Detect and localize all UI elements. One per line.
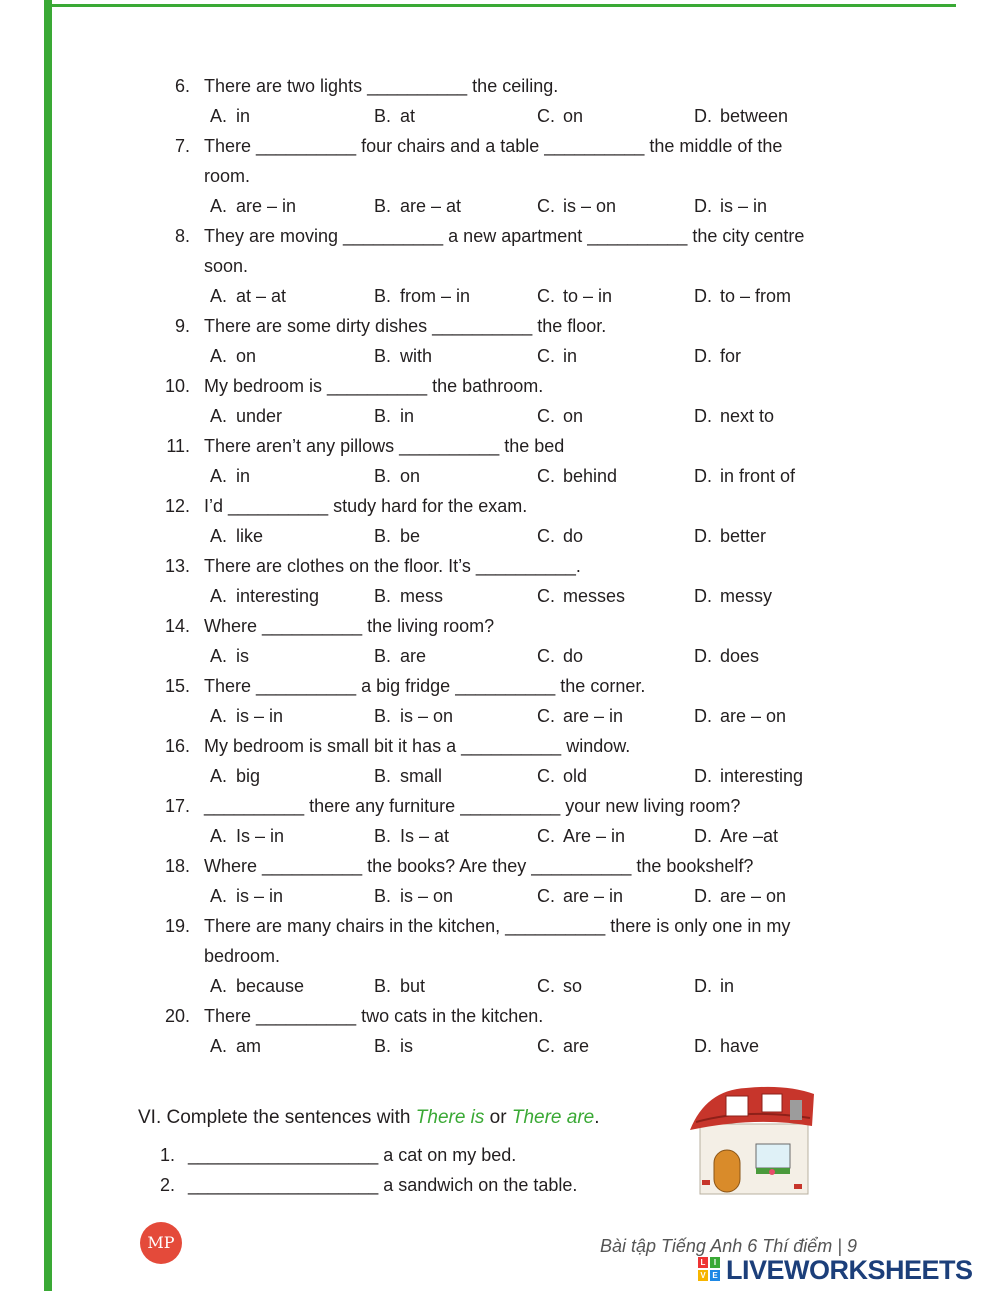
answer-option[interactable] <box>210 101 250 131</box>
option-letter: B. <box>374 766 392 786</box>
option-letter: A. <box>210 886 228 906</box>
answer-option[interactable] <box>537 761 587 791</box>
answer-option[interactable] <box>374 581 443 611</box>
exercise-item <box>160 1140 516 1170</box>
option-text: are – in <box>563 886 624 906</box>
option-text: are <box>400 646 427 666</box>
answer-options <box>210 761 910 791</box>
option-letter: C. <box>537 1036 555 1056</box>
answer-option[interactable] <box>537 461 617 491</box>
option-text: at <box>400 106 416 126</box>
option-text: on <box>236 346 257 366</box>
question-text: There are two lights __________ the ceiling. <box>204 76 559 96</box>
option-text: are – on <box>720 706 787 726</box>
answer-options <box>210 821 910 851</box>
option-text: Is – in <box>236 826 285 846</box>
option-letter: C. <box>537 526 555 546</box>
publisher-logo: MP <box>140 1222 182 1264</box>
question-text: __________ there any furniture __________ your new living room? <box>204 796 741 816</box>
question-text: There __________ four chairs and a table __________ the middle of the <box>204 136 783 156</box>
answer-option[interactable] <box>694 191 767 221</box>
page-border-left <box>44 0 52 1291</box>
option-text: Are –at <box>720 826 779 846</box>
option-text: messes <box>563 586 626 606</box>
exercise-number: 1. <box>160 1145 176 1165</box>
option-text: do <box>563 526 584 546</box>
question-number: 7. <box>174 136 190 156</box>
option-text: is – on <box>563 196 617 216</box>
question-text-continued: soon. <box>204 256 249 276</box>
option-text: is – on <box>400 886 454 906</box>
answer-option[interactable] <box>210 461 250 491</box>
option-letter: B. <box>374 286 392 306</box>
answer-option[interactable] <box>537 521 583 551</box>
option-letter: B. <box>374 826 392 846</box>
answer-option[interactable] <box>694 971 734 1001</box>
answer-option[interactable] <box>694 341 741 371</box>
answer-option[interactable] <box>537 881 623 911</box>
option-letter: B. <box>374 1036 392 1056</box>
option-letter: C. <box>537 826 555 846</box>
option-letter: B. <box>374 976 392 996</box>
answer-option[interactable] <box>374 401 414 431</box>
answer-options <box>210 581 910 611</box>
option-text: have <box>720 1036 760 1056</box>
answer-options <box>210 341 910 371</box>
option-letter: A. <box>210 646 228 666</box>
answer-option[interactable] <box>374 761 442 791</box>
question-text: My bedroom is small bit it has a __________ window. <box>204 736 631 756</box>
option-letter: A. <box>210 586 228 606</box>
question-text: There are many chairs in the kitchen, __________ there is only one in my <box>204 916 791 936</box>
option-letter: D. <box>694 466 712 486</box>
option-text: small <box>400 766 443 786</box>
option-text: in <box>236 106 251 126</box>
answer-options <box>210 701 910 731</box>
answer-option[interactable] <box>694 881 786 911</box>
answer-option[interactable] <box>694 401 774 431</box>
answer-options <box>210 1031 910 1061</box>
option-letter: C. <box>537 586 555 606</box>
option-letter: D. <box>694 1036 712 1056</box>
question-text: My bedroom is __________ the bathroom. <box>204 376 544 396</box>
answer-option[interactable] <box>210 581 319 611</box>
answer-option[interactable] <box>694 581 772 611</box>
answer-option[interactable] <box>210 341 256 371</box>
option-letter: B. <box>374 196 392 216</box>
question-number: 14. <box>164 616 190 636</box>
option-letter: D. <box>694 526 712 546</box>
exercise-number: 2. <box>160 1175 176 1195</box>
answer-option[interactable] <box>537 971 582 1001</box>
answer-option[interactable] <box>210 191 296 221</box>
answer-option[interactable] <box>210 971 304 1001</box>
option-letter: D. <box>694 196 712 216</box>
question-number: 8. <box>174 226 190 246</box>
answer-options <box>210 521 910 551</box>
answer-option[interactable] <box>210 401 282 431</box>
answer-option[interactable] <box>537 641 583 671</box>
answer-option[interactable] <box>210 701 283 731</box>
question-number: 17. <box>164 796 190 816</box>
option-letter: B. <box>374 646 392 666</box>
option-letter: A. <box>210 286 228 306</box>
option-letter: D. <box>694 646 712 666</box>
option-text: are – in <box>563 706 624 726</box>
option-letter: C. <box>537 466 555 486</box>
option-text: so <box>563 976 583 996</box>
answer-options <box>210 191 910 221</box>
answer-option[interactable] <box>374 1031 413 1061</box>
answer-option[interactable] <box>210 821 284 851</box>
option-text: behind <box>563 466 618 486</box>
page-footer: Bài tập Tiếng Anh 6 Thí điểm | 9 <box>600 1236 857 1256</box>
option-letter: B. <box>374 586 392 606</box>
option-letter: A. <box>210 466 228 486</box>
answer-option[interactable] <box>694 1031 759 1061</box>
option-text: for <box>720 346 742 366</box>
option-text: because <box>236 976 305 996</box>
answer-option[interactable] <box>694 761 803 791</box>
page-border-top <box>44 4 956 7</box>
exercise-text[interactable]: ___________________ a cat on my bed. <box>188 1145 517 1165</box>
there-is-phrase: There is <box>415 1107 485 1128</box>
question-text-continued: bedroom. <box>204 946 281 966</box>
option-text: next to <box>720 406 775 426</box>
option-letter: C. <box>537 406 555 426</box>
answer-options <box>210 641 910 671</box>
answer-option[interactable] <box>374 191 461 221</box>
section-heading-text: VI. Complete the sentences with <box>138 1107 416 1128</box>
house-illustration <box>686 1080 821 1202</box>
option-text: be <box>400 526 421 546</box>
option-text: in <box>563 346 578 366</box>
option-text: does <box>720 646 760 666</box>
option-letter: D. <box>694 406 712 426</box>
option-letter: D. <box>694 976 712 996</box>
answer-option[interactable] <box>694 821 778 851</box>
option-text: interesting <box>236 586 320 606</box>
option-text: Are – in <box>563 826 626 846</box>
option-text: messy <box>720 586 773 606</box>
option-text: mess <box>400 586 444 606</box>
answer-options <box>210 971 910 1001</box>
option-text: is <box>236 646 249 666</box>
option-letter: C. <box>537 886 555 906</box>
exercise-text[interactable]: ___________________ a sandwich on the table. <box>188 1175 578 1195</box>
answer-option[interactable] <box>374 101 415 131</box>
answer-options <box>210 281 910 311</box>
question-text: There __________ two cats in the kitchen. <box>204 1006 544 1026</box>
option-text: better <box>720 526 767 546</box>
option-letter: D. <box>694 346 712 366</box>
option-letter: A. <box>210 406 228 426</box>
answer-option[interactable] <box>210 761 260 791</box>
answer-option[interactable] <box>694 101 788 131</box>
question-number: 16. <box>164 736 190 756</box>
answer-option[interactable] <box>374 461 420 491</box>
brand-icon: L I V E <box>698 1257 722 1283</box>
question-number: 6. <box>174 76 190 96</box>
answer-option[interactable] <box>694 521 766 551</box>
option-letter: A. <box>210 106 228 126</box>
or-word: or <box>484 1107 512 1128</box>
option-text: are – on <box>720 886 787 906</box>
option-text: but <box>400 976 426 996</box>
heading-period: . <box>594 1107 600 1128</box>
answer-options <box>210 461 910 491</box>
question-text: Where __________ the living room? <box>204 616 495 636</box>
answer-options <box>210 401 910 431</box>
answer-option[interactable] <box>374 881 453 911</box>
answer-option[interactable] <box>374 341 432 371</box>
option-letter: D. <box>694 586 712 606</box>
option-text: is – in <box>236 886 284 906</box>
option-text: with <box>400 346 433 366</box>
option-letter: B. <box>374 106 392 126</box>
option-letter: A. <box>210 706 228 726</box>
answer-option[interactable] <box>537 701 623 731</box>
option-text: do <box>563 646 584 666</box>
option-text: is <box>400 1036 413 1056</box>
answer-option[interactable] <box>537 1031 589 1061</box>
option-text: at – at <box>236 286 287 306</box>
answer-option[interactable] <box>537 191 616 221</box>
option-text: like <box>236 526 264 546</box>
question-text-continued: room. <box>204 166 251 186</box>
option-letter: C. <box>537 976 555 996</box>
option-text: to – in <box>563 286 613 306</box>
option-text: on <box>400 466 421 486</box>
option-letter: D. <box>694 286 712 306</box>
answer-option[interactable] <box>374 641 426 671</box>
option-text: old <box>563 766 588 786</box>
option-text: from – in <box>400 286 471 306</box>
option-text: is – on <box>400 706 454 726</box>
option-letter: B. <box>374 466 392 486</box>
answer-option[interactable] <box>374 701 453 731</box>
option-text: are <box>563 1036 590 1056</box>
option-text: interesting <box>720 766 804 786</box>
option-text: in front of <box>720 466 796 486</box>
liveworksheets-logo <box>698 1255 998 1287</box>
answer-option[interactable] <box>210 521 263 551</box>
option-text: in <box>400 406 415 426</box>
answer-option[interactable] <box>694 281 791 311</box>
option-text: am <box>236 1036 262 1056</box>
option-text: between <box>720 106 789 126</box>
question-number: 9. <box>174 316 190 336</box>
option-letter: B. <box>374 406 392 426</box>
option-letter: A. <box>210 976 228 996</box>
answer-options <box>210 101 910 131</box>
question-text: There __________ a big fridge __________ the corner. <box>204 676 646 696</box>
option-text: is – in <box>236 706 284 726</box>
option-letter: D. <box>694 826 712 846</box>
answer-option[interactable] <box>374 281 470 311</box>
option-letter: D. <box>694 106 712 126</box>
option-letter: A. <box>210 526 228 546</box>
answer-option[interactable] <box>694 461 795 491</box>
option-letter: A. <box>210 1036 228 1056</box>
option-letter: C. <box>537 286 555 306</box>
option-letter: A. <box>210 196 228 216</box>
option-letter: B. <box>374 706 392 726</box>
answer-option[interactable] <box>210 881 283 911</box>
option-letter: C. <box>537 706 555 726</box>
option-letter: B. <box>374 886 392 906</box>
option-text: is – in <box>720 196 768 216</box>
answer-option[interactable] <box>537 401 583 431</box>
answer-option[interactable] <box>537 101 583 131</box>
brand-wordmark: LIVEWORKSHEETS <box>726 1255 973 1285</box>
option-text: on <box>563 406 584 426</box>
question-text: There aren’t any pillows __________ the bed <box>204 436 565 456</box>
question-text: I’d __________ study hard for the exam. <box>204 496 528 516</box>
question-number: 15. <box>164 676 190 696</box>
answer-option[interactable] <box>210 641 249 671</box>
answer-option[interactable] <box>374 821 449 851</box>
answer-option[interactable] <box>374 971 425 1001</box>
option-letter: B. <box>374 346 392 366</box>
question-number: 12. <box>164 496 190 516</box>
option-letter: D. <box>694 706 712 726</box>
there-are-phrase: There are <box>511 1107 595 1128</box>
answer-option[interactable] <box>374 521 420 551</box>
answer-option[interactable] <box>537 581 625 611</box>
question-number: 13. <box>164 556 190 576</box>
answer-option[interactable] <box>210 281 286 311</box>
answer-option[interactable] <box>537 341 577 371</box>
answer-option[interactable] <box>537 821 625 851</box>
option-letter: B. <box>374 526 392 546</box>
question-number: 10. <box>164 376 190 396</box>
answer-option[interactable] <box>694 641 759 671</box>
option-letter: A. <box>210 766 228 786</box>
question-text: They are moving __________ a new apartment __________ the city centre <box>204 226 805 246</box>
option-text: under <box>236 406 283 426</box>
option-letter: A. <box>210 346 228 366</box>
option-text: Is – at <box>400 826 450 846</box>
answer-option[interactable] <box>537 281 612 311</box>
option-letter: C. <box>537 346 555 366</box>
option-text: big <box>236 766 261 786</box>
section-heading <box>138 1103 600 1133</box>
option-letter: D. <box>694 886 712 906</box>
option-text: on <box>563 106 584 126</box>
answer-option[interactable] <box>694 701 786 731</box>
option-letter: A. <box>210 826 228 846</box>
option-letter: C. <box>537 766 555 786</box>
option-text: are – in <box>236 196 297 216</box>
question-number: 11. <box>166 436 190 456</box>
question-number: 18. <box>164 856 190 876</box>
exercise-item <box>160 1170 577 1200</box>
option-text: in <box>720 976 735 996</box>
option-text: are – at <box>400 196 462 216</box>
answer-option[interactable] <box>210 1031 261 1061</box>
question-text: There are clothes on the floor. It’s __________. <box>204 556 581 576</box>
option-letter: C. <box>537 106 555 126</box>
question-number: 19. <box>164 916 190 936</box>
option-letter: C. <box>537 196 555 216</box>
option-letter: D. <box>694 766 712 786</box>
option-text: in <box>236 466 251 486</box>
answer-options <box>210 881 910 911</box>
option-letter: C. <box>537 646 555 666</box>
question-text: There are some dirty dishes __________ the floor. <box>204 316 607 336</box>
question-text: Where __________ the books? Are they __________ the bookshelf? <box>204 856 754 876</box>
option-text: to – from <box>720 286 792 306</box>
question-number: 20. <box>164 1006 190 1026</box>
